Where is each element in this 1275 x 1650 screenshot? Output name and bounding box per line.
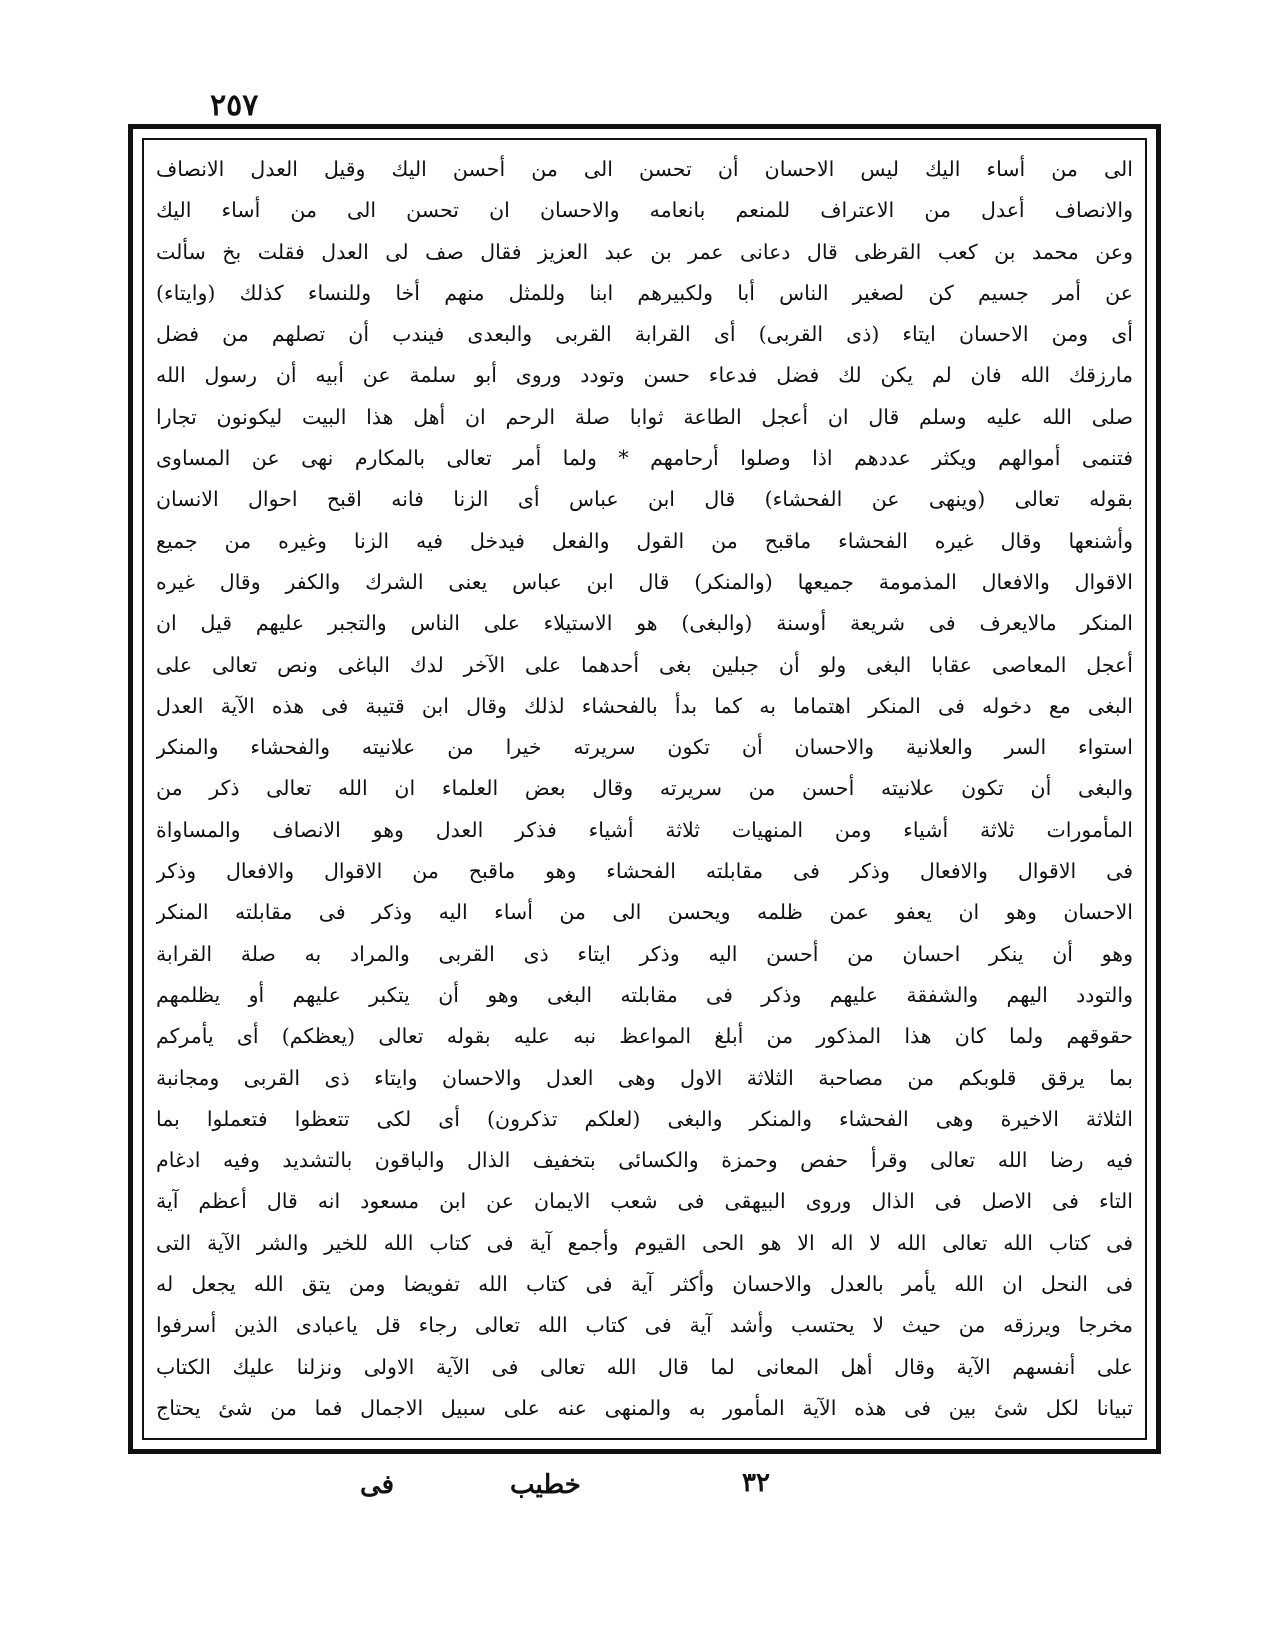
text-line-5: أى ومن الاحسان ايتاء (ذى القربى) أى القرابة القربى والبعدى فيندب أن تصلهم من فضل	[156, 322, 1133, 347]
text-line-23: بما يرقق قلوبكم من مصاحبة الثلاثة الاول وهى العدل والاحسان وايتاء ذى القربى ومجانبة	[156, 1065, 1133, 1090]
text-line-16: والبغى أن تكون علانيته أحسن من سريرته وقال بعض العلماء ان الله تعالى ذكر من	[156, 776, 1133, 801]
text-line-2: والانصاف أعدل من الاعتراف للمنعم بانعامه والاحسان ان تحسن الى من أساء اليك	[156, 198, 1133, 223]
text-line-29: مخرجا ويرزقه من حيث لا يحتسب وأشد آية فى كتاب الله تعالى رجاء قل ياعبادى الذين أسرفوا	[156, 1313, 1133, 1338]
text-block	[156, 150, 1133, 1428]
text-line-4: عن أمر جسيم كن لصغير الناس أبا ولكبيرهم ابنا وللمثل منهم أخا وللنساء كذلك (وايتاء)	[156, 280, 1133, 305]
footer-label: خطيب	[510, 1470, 581, 1500]
text-line-11: الاقوال والافعال المذمومة جميعها (والمنكر) قال ابن عباس يعنى الشرك والكفر وقال غيره	[156, 569, 1133, 594]
footer-catchword: فى	[360, 1470, 395, 1500]
footer-signature-number: ٣٢	[742, 1468, 770, 1498]
text-line-17: المأمورات ثلاثة أشياء ومن المنهيات ثلاثة أشياء فذكر العدل وهو الانصاف والمساواة	[156, 817, 1133, 842]
text-line-20: وهو أن ينكر احسان من أحسن اليه وذكر ايتاء ذى القربى والمراد به صلة القرابة	[156, 941, 1133, 966]
text-line-28: فى النحل ان الله يأمر بالعدل والاحسان وأكثر آية فى كتاب الله تفويضا ومن يتق الله يجعل له	[156, 1272, 1133, 1297]
text-line-31: تبيانا لكل شئ بين فى هذه الآية المأمور به والمنهى عنه على سبيل الاجمال فما من شئ يحتاج	[156, 1395, 1133, 1420]
page-number: ٢٥٧	[210, 88, 259, 123]
text-line-12: المنكر مالايعرف فى شريعة أوسنة (والبغى) هو الاستيلاء على الناس والتجبر عليهم قيل ان	[156, 611, 1133, 636]
text-line-30: على أنفسهم الآية وقال أهل المعانى لما قال الله تعالى فى الآية الاولى ونزلنا عليك الكتاب	[156, 1354, 1133, 1379]
text-line-7: صلى الله عليه وسلم قال ان أعجل الطاعة ثوابا صلة الرحم ان أهل هذا البيت ليكونون تجارا	[156, 404, 1133, 429]
text-line-27: فى كتاب الله تعالى الله لا اله الا هو الحى القيوم وأجمع آية فى كتاب الله للخير والشر الآية التى	[156, 1230, 1133, 1255]
text-line-3: وعن محمد بن كعب القرظى قال دعانى عمر بن عبد العزيز فقال صف لى العدل فقلت بخ سألت	[156, 239, 1133, 264]
text-line-26: التاء فى الاصل فى الذال وروى البيهقى فى شعب الايمان عن ابن مسعود انه قال أعظم آية	[156, 1189, 1133, 1214]
text-line-9: بقوله تعالى (وينهى عن الفحشاء) قال ابن عباس أى الزنا فانه اقبح احوال الانسان	[156, 487, 1133, 512]
text-line-6: مارزقك الله فان لم يكن لك فضل فدعاء حسن وتودد وروى أبو سلمة عن أبيه أن رسول الله	[156, 363, 1133, 388]
text-line-13: أعجل المعاصى عقابا البغى ولو أن جبلين بغى أحدهما على الآخر لدك الباغى ونص تعالى على	[156, 652, 1133, 677]
text-line-15: استواء السر والعلانية والاحسان أن تكون سريرته خيرا من علانيته والفحشاء والمنكر	[156, 735, 1133, 760]
text-line-22: حقوقهم ولما كان هذا المذكور من أبلغ المواعظ نبه عليه بقوله تعالى (يعظكم) أى يأمركم	[156, 1024, 1133, 1049]
text-line-21: والتودد اليهم والشفقة عليهم وذكر فى مقابلته البغى وهو أن يتكبر عليهم أو يظلمهم	[156, 982, 1133, 1007]
text-frame	[142, 138, 1147, 1440]
text-line-1: الى من أساء اليك ليس الاحسان أن تحسن الى من أحسن اليك وقيل العدل الانصاف	[156, 157, 1133, 181]
text-line-10: وأشنعها وقال غيره الفحشاء ماقبح من القول والفعل فيدخل فيه الزنا وغيره من جميع	[156, 528, 1133, 553]
text-line-14: البغى مع دخوله فى المنكر اهتماما به كما بدأ بالفحشاء لذلك وقال ابن قتيبة فى هذه الآية العدل	[156, 693, 1133, 718]
text-line-19: الاحسان وهو ان يعفو عمن ظلمه ويحسن الى من أساء اليه وذكر فى مقابلته المنكر	[156, 900, 1133, 925]
text-line-25: فيه رضا الله تعالى وقرأ حفص وحمزة والكسائى بتخفيف الذال والباقون بالتشديد وفيه ادغام	[156, 1148, 1133, 1173]
text-line-8: فتنمى أموالهم ويكثر عددهم اذا وصلوا أرحامهم * ولما أمر تعالى بالمكارم نهى عن المساوى	[156, 446, 1133, 471]
text-line-24: الثلاثة الاخيرة وهى الفحشاء والمنكر والبغى (لعلكم تذكرون) أى لكى تتعظوا فتعملوا بما	[156, 1106, 1133, 1131]
text-line-18: فى الاقوال والافعال وذكر فى مقابلته الفحشاء وهو ماقبح من الاقوال والافعال وذكر	[156, 859, 1133, 884]
